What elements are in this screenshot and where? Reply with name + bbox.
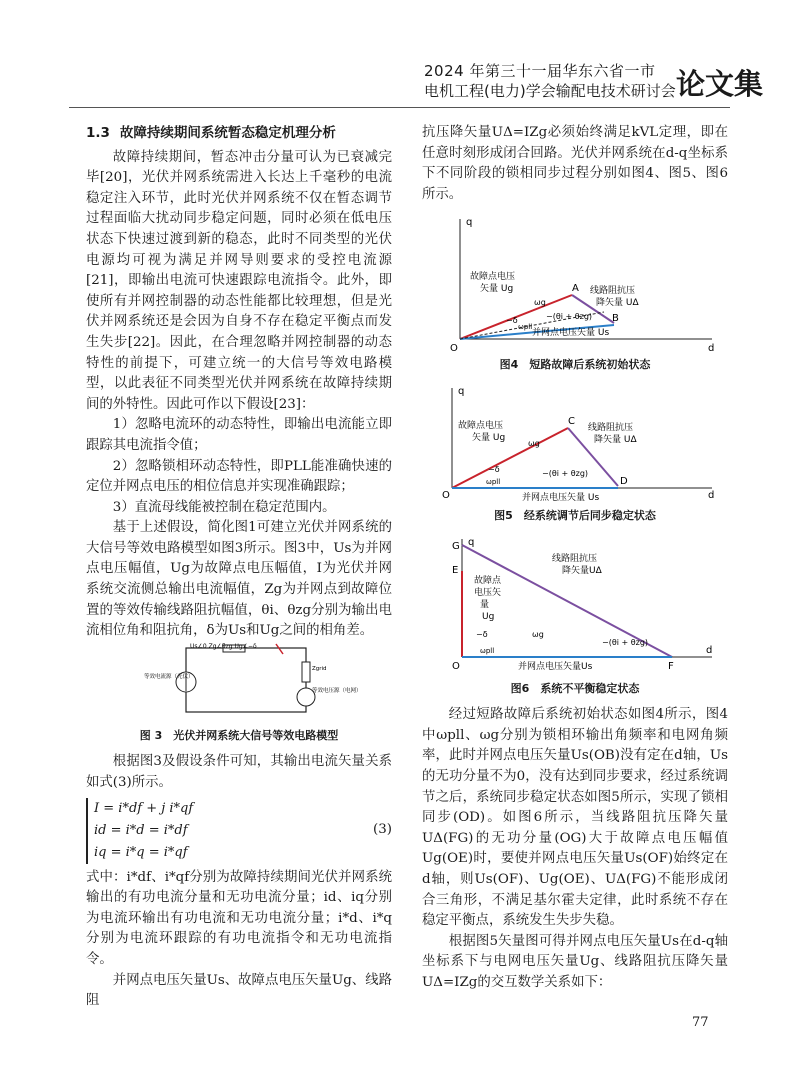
paragraph: 3）直流母线能被控制在稳定范围内。 <box>112 499 336 515</box>
fig6-d-axis-label: d <box>706 644 713 656</box>
fig6-us-label: 并网点电压矢量Us <box>518 661 593 672</box>
fig6-ug-label: 故障点 <box>474 575 502 586</box>
left-column <box>86 123 392 1012</box>
fig5-ug-label: 故障点电压 <box>458 420 504 431</box>
header-brand: 论文集 <box>676 67 764 101</box>
paragraph: 根据图3及假设条件可知，其输出电流矢量关系如式(3)所示。 <box>86 754 392 791</box>
fig4-d-axis-label: d <box>708 343 715 352</box>
fig6-ud-label: 线路阻抗压 <box>552 553 598 564</box>
section-number: 1.3 <box>86 125 110 141</box>
header-line2: 电机工程(电力)学会输配电技术研讨会 <box>424 82 676 100</box>
fig4-delta-label: −δ <box>506 316 518 326</box>
fig4-origin-label: O <box>450 343 458 352</box>
fig5-point-c: C <box>568 415 575 427</box>
section-heading <box>86 123 392 144</box>
fig5-d-axis-label: d <box>708 489 715 501</box>
fig5-omega-pll-label: ωpll <box>486 477 501 486</box>
equation-line: id = i*d = i*df <box>94 822 188 838</box>
figure-4 <box>422 211 728 376</box>
fig5-ug-label: 矢量 Ug <box>472 432 506 443</box>
figure-5-caption: 图5 经系统调节后同步稳定状态 <box>494 508 656 522</box>
paragraph: 式中：i*df、i*qf分别为故障持续期间光伏并网系统输出的有功电流分量和无功电流分量；id、iq分别为电流环输出有功电流和无功电流分量；i*d、i*q分别为电流环跟踪的有功电流指令和无功电流指令。 <box>86 869 392 967</box>
fig5-q-axis-label: q <box>458 385 465 397</box>
fig4-omega-pll-label: ωpll <box>518 323 533 332</box>
paragraph: 基于上述假设，简化图1可建立光伏并网系统的大信号等效电路模型如图3所示。图3中，Us为并网点电压幅值，Ug为故障点电压幅值，I为光伏并网系统交流侧总输出电流幅值，Zg为并网点到故障位置的等效传输线路阻抗幅值，θi、θzg分别为输出电流相位角和阻抗角，δ为Us和Ug之间的相角差。 <box>86 520 392 639</box>
fig5-theta-label: −(θi + θzg) <box>542 468 589 478</box>
fig5-ud-label: 线路阻抗压 <box>588 422 634 433</box>
fig3-top-label: Us∠0 Zg∠θzg Ug∠−δ <box>190 642 257 650</box>
fig5-us-label: 并网点电压矢量 Us <box>522 492 600 502</box>
paragraph: 抗压降矢量UΔ=IZg必须始终满足kVL定理，即在任意时刻形成闭合回路。光伏并网系统在d-q坐标系下不同阶段的锁相同步过程分别如图4、图5、图6所示。 <box>422 125 728 202</box>
fig4-theta-label: −(θi + θzg) <box>546 312 593 322</box>
page-number: 77 <box>692 1015 709 1030</box>
paragraph: 经过短路故障后系统初始状态如图4所示，图4中ωpll、ωg分别为锁相环输出角频率和电网角频率，此时并网点电压矢量Us(OB)没有定在d轴，Us的无功分量不为0，没有达到同步要求，经过系统调节之后，系统同步稳定状态如图5所示，实现了锁相同步(OD)。如图6所示，当线路阻抗压降矢量UΔ(FG)的无功分量(OG)大于故障点电压幅值Ug(OE)时，要使并网点电压矢量Us(OF)始终定在d轴，则Us(OF)、Ug(OE)、UΔ(FG)不能形成闭合三角形，不满足基尔霍夫定律，此时系统不存在稳定平衡点，系统发生失步失稳。 <box>422 707 728 929</box>
header-line1: 2024 年第三十一届华东六省一市 <box>424 62 656 80</box>
fig6-q-axis-label: q <box>468 536 475 548</box>
fig6-theta-label: −(θi + θzg) <box>602 637 649 647</box>
figure-5 <box>422 382 728 527</box>
figure-3 <box>86 642 392 747</box>
fig4-ud-label: 降矢量 UΔ <box>596 298 639 309</box>
fig6-ug-label: 电压矢 <box>474 587 502 598</box>
fig4-point-a: A <box>572 283 579 295</box>
fig5-omega-g-label: ωg <box>528 438 540 448</box>
fig5-point-d: D <box>620 475 628 487</box>
section-title: 故障持续期间系统暂态稳定机理分析 <box>119 125 336 141</box>
equation-line: I = i*df + j i*qf <box>94 800 194 816</box>
fig5-origin-label: O <box>442 489 450 501</box>
fig6-ug-label: 量 <box>480 599 490 610</box>
paragraph: 1）忽略电流环的动态特性，即输出电流能立即跟踪其电流指令值； <box>86 417 392 453</box>
fig6-omega-pll-label: ωpll <box>480 646 495 655</box>
fig4-us-label: 并网点电压矢量 Us <box>532 328 610 339</box>
figure-6 <box>422 533 728 700</box>
fig6-point-g: G <box>452 540 460 552</box>
equation-number: (3) <box>373 822 392 838</box>
fig4-ug-label: 故障点电压 <box>470 272 516 283</box>
fig3-left-source: 等效电流源（光伏） <box>144 673 194 680</box>
fig4-point-b: B <box>612 313 619 325</box>
fig4-ud-label: 线路阻抗压 <box>590 286 636 297</box>
paragraph: 2）忽略锁相环动态特性，即PLL能准确快速的定位并网点电压的相位信息并实现准确跟踪； <box>86 458 392 495</box>
fig6-origin-label: O <box>452 660 460 672</box>
fig6-delta-label: −δ <box>476 629 488 639</box>
paragraph: 故障持续期间，暂态冲击分量可认为已衰减完毕[20]，光伏并网系统需进入长达上千毫秒的电流稳定注入环节，此时光伏并网系统不仅在暂态调节过程面临大扰动同步稳定问题，同时必须在低电压状态下快速过渡到新的稳态，此时不同类型的光伏电源均可视为满足并网导则要求的受控电流源[21]，即输出电流可快速跟踪电流指令。此外，即使所有并网控制器的动态性能都比较理想，但是光伏并网系统还是会因为自身不存在稳定平衡点而发生失步[22]。因此，在合理忽略并网控制器的动态特性的前提下，可建立统一的大信号等效电路模型，以此表征不同类型光伏并网系统在故障持续期间的外特性。因此可作以下假设[23]： <box>86 149 392 412</box>
fig6-point-e: E <box>452 564 459 576</box>
fig6-ud-label: 降矢量UΔ <box>562 565 602 576</box>
fig4-ug-label: 矢量 Ug <box>480 284 514 295</box>
paragraph: 并网点电压矢量Us、故障点电压矢量Ug、线路阻 <box>86 972 392 1009</box>
paragraph: 根据图5矢量图可得并网点电压矢量Us在d-q轴坐标系下与电网电压矢量Ug、线路阻抗压降矢量UΔ=IZg的交互数学关系如下： <box>422 933 728 990</box>
equation-line: iq = i*q = i*qf <box>94 844 188 860</box>
equation-3 <box>86 798 392 864</box>
figure-6-caption: 图6 系统不平衡稳定状态 <box>510 681 640 695</box>
fig6-point-f: F <box>668 660 674 672</box>
fig5-delta-label: −δ <box>488 464 500 474</box>
fig5-ud-label: 降矢量 UΔ <box>594 434 637 445</box>
fig3-z-label: Zgrid <box>312 665 327 672</box>
header-rule <box>69 107 730 108</box>
fig4-q-axis-label: q <box>466 217 473 229</box>
fig3-right-source: 等效电压源（电网） <box>312 687 362 694</box>
figure-3-caption: 图 3 光伏并网系统大信号等效电路模型 <box>139 728 339 742</box>
fig6-omega-g-label: ωg <box>532 629 544 639</box>
fig6-ug-label: Ug <box>482 611 495 622</box>
right-column <box>422 123 728 993</box>
figure-4-caption: 图4 短路故障后系统初始状态 <box>499 358 651 372</box>
fig4-omega-g-label: ωg <box>534 298 546 308</box>
